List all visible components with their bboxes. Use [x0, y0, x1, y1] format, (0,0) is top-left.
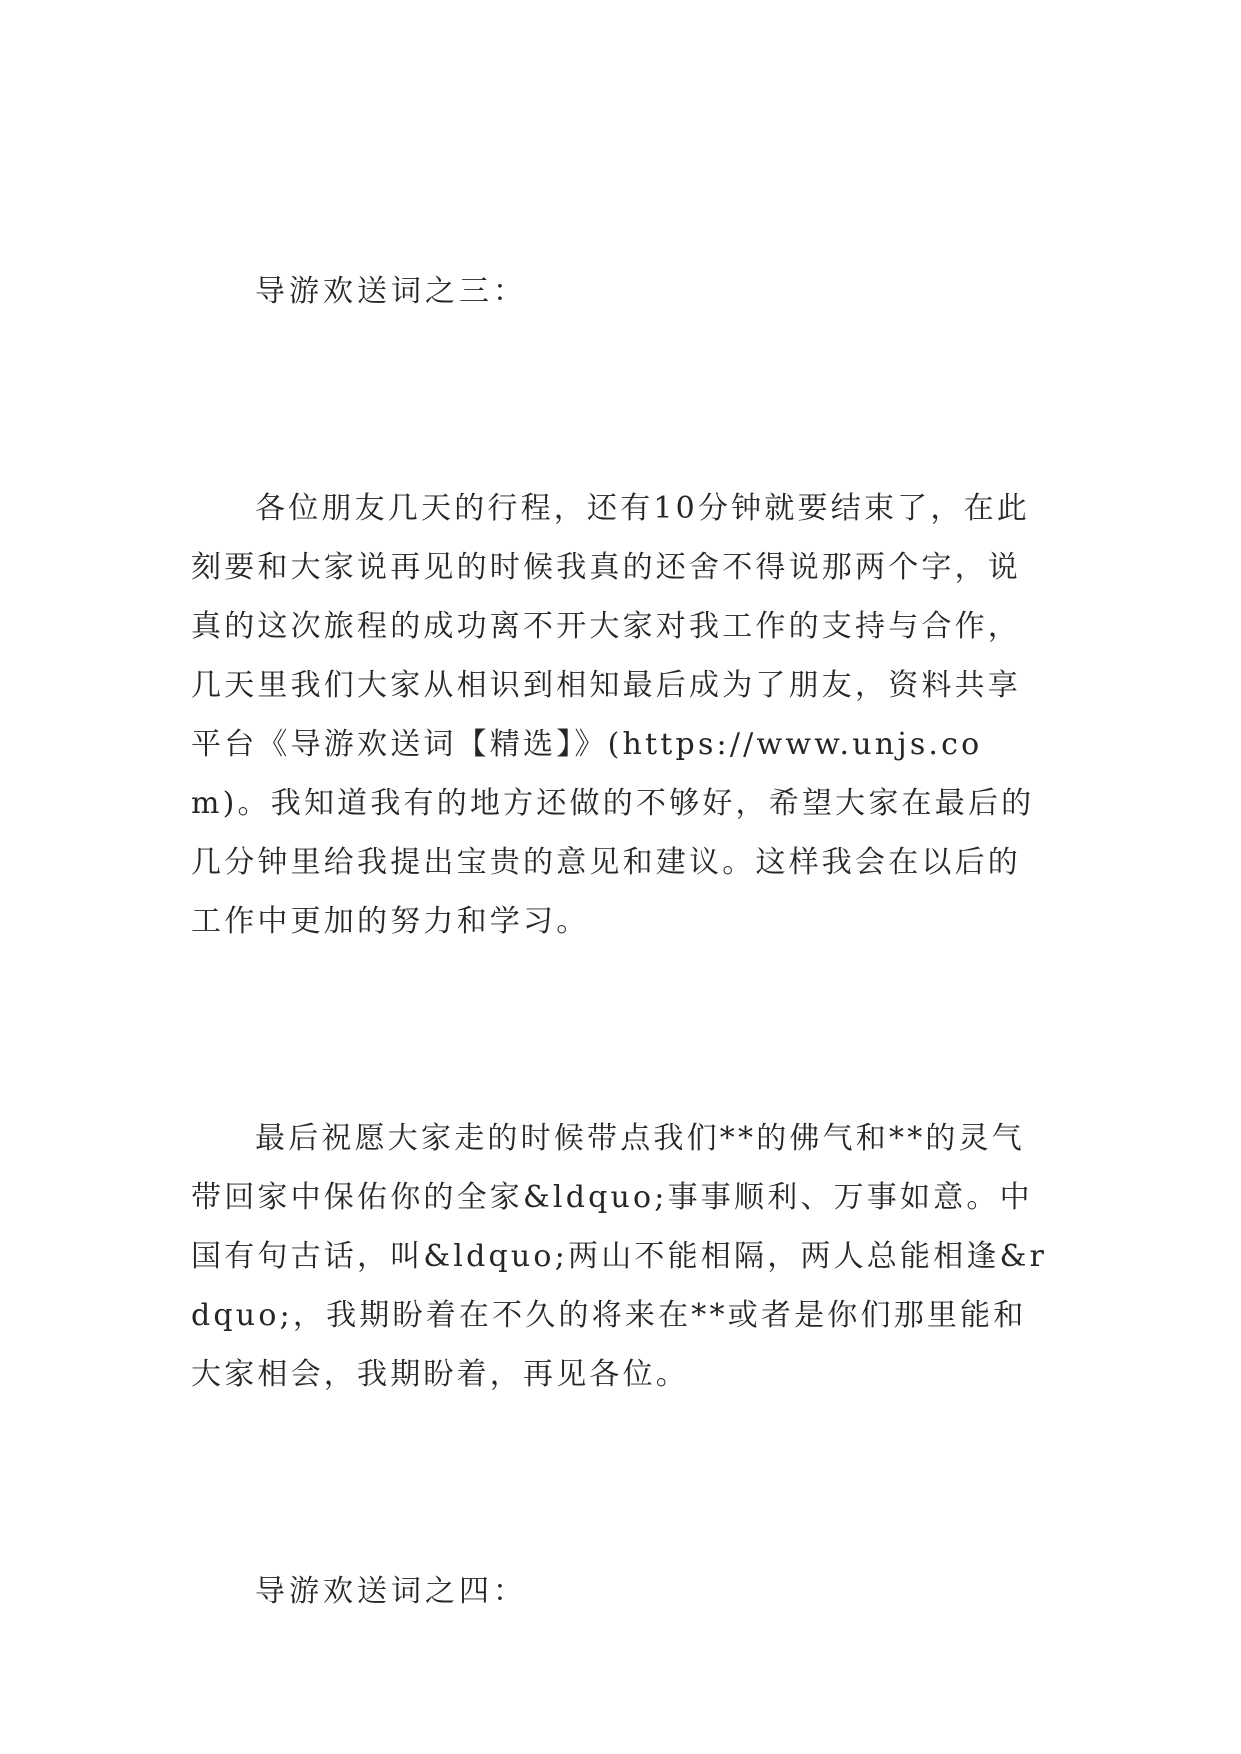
body-paragraph-1: 各位朋友几天的行程，还有10分钟就要结束了，在此刻要和大家说再见的时候我真的还舍不得说那两个字，说真的这次旅程的成功离不开大家对我工作的支持与合作，几天里我们大家从相识到相知最后成为了朋友，资料共享平台《导游欢送词【精选】》(https://www.unjs.com)。我知道我有的地方还做的不够好，希望大家在最后的几分钟里给我提出宝贵的意见和建议。这样我会在以后的工作中更加的努力和学习。 [191, 491, 1035, 939]
document-body [191, 262, 1051, 1621]
section-heading-4: 导游欢送词之四： [255, 1574, 527, 1609]
section-heading-3: 导游欢送词之三： [255, 274, 527, 309]
body-paragraph-2: 最后祝愿大家走的时候带点我们**的佛气和**的灵气带回家中保佑你的全家&ldquo;事事顺利、万事如意。中国有句古话，叫&ldquo;两山不能相隔，两人总能相逢&rdquo;，我期盼着在不久的将来在**或者是你们那里能和大家相会，我期盼着，再见各位。 [191, 1121, 1048, 1392]
